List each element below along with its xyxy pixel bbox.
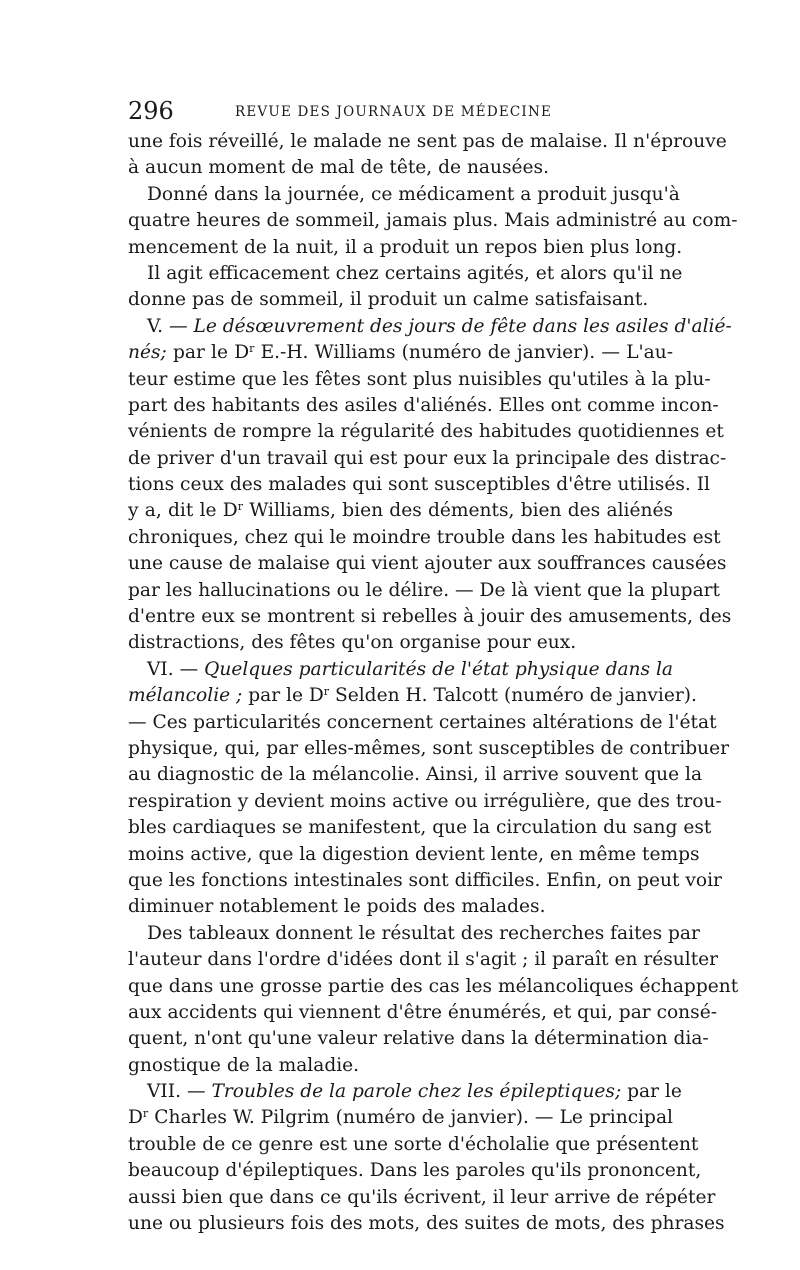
text-line: que les fonctions intestinales sont difficiles. Enfin, on peut voir bbox=[128, 869, 722, 891]
text-line: mélancolie ; par le $D^r$ Selden H. Talcott (numéro de janvier). bbox=[128, 685, 697, 707]
text-line: tions ceux des malades qui sont susceptibles d'être utilisés. Il bbox=[128, 474, 711, 496]
section-heading-line: VII. — Troubles de la parole chez les épileptiques; par le bbox=[147, 1081, 682, 1103]
article-title: nés; bbox=[128, 342, 167, 364]
text-line: gnostique de la maladie. bbox=[128, 1054, 360, 1076]
text-line: l'auteur dans l'ordre d'idées dont il s'agit ; il paraît en résulter bbox=[128, 949, 719, 971]
text-line: part des habitants des asiles d'aliénés. Elles ont comme incon- bbox=[128, 394, 719, 416]
text-line: moins active, que la digestion devient lente, en même temps bbox=[128, 843, 700, 865]
text-line: au diagnostic de la mélancolie. Ainsi, il arrive souvent que la bbox=[128, 764, 703, 786]
text-line: bles cardiaques se manifestent, que la circulation du sang est bbox=[128, 817, 712, 839]
section-heading-line: VI. — Quelques particularités de l'état physique dans la bbox=[147, 658, 674, 680]
text-line: beaucoup d'épileptiques. Dans les paroles qu'ils prononcent, bbox=[128, 1160, 702, 1182]
text-line: mencement de la nuit, il a produit un repos bien plus long. bbox=[128, 236, 683, 258]
text-line: par les hallucinations ou le délire. — De là vient que la plupart bbox=[128, 579, 721, 601]
section-heading-line: V. — Le désœuvrement des jours de fête dans les asiles d'alié- bbox=[147, 315, 732, 337]
text-line: à aucun moment de mal de tête, de nausées. bbox=[128, 157, 549, 179]
text-line: Des tableaux donnent le résultat des recherches faites par bbox=[147, 922, 700, 944]
text-line: de priver d'un travail qui est pour eux la principale des distrac- bbox=[128, 447, 727, 469]
text-line: Il agit efficacement chez certains agités, et alors qu'il ne bbox=[147, 262, 683, 284]
text-line: d'entre eux se montrent si rebelles à jouir des amusements, des bbox=[128, 606, 732, 628]
text-line: une fois réveillé, le malade ne sent pas de malaise. Il n'éprouve bbox=[128, 131, 727, 152]
article-title: mélancolie ; bbox=[128, 685, 243, 707]
article-title: Troubles de la parole chez les épileptiques; bbox=[211, 1081, 622, 1103]
text-line: y a, dit le $D^r$ Williams, bien des déments, bien des aliénés bbox=[128, 500, 673, 522]
text-line: aussi bien que dans ce qu'ils écrivent, il leur arrive de répéter bbox=[128, 1186, 716, 1208]
article-title: Le désœuvrement des jours de fête dans les asiles d'alié- bbox=[193, 315, 732, 337]
text-line: vénients de rompre la régularité des habitudes quotidiennes et bbox=[128, 421, 724, 443]
text-line: $D^r$ Charles W. Pilgrim (numéro de janvier). — Le principal bbox=[128, 1107, 673, 1129]
text-line: respiration y devient moins active ou irrégulière, que des trou- bbox=[128, 790, 722, 812]
article-title: Quelques particularités de l'état physique dans la bbox=[204, 658, 674, 680]
text-line: que dans une grosse partie des cas les mélancoliques échappent bbox=[128, 975, 739, 997]
text-line: Donné dans la journée, ce médicament a produit jusqu'à bbox=[147, 183, 680, 205]
running-title: REVUE DES JOURNAUX DE MÉDECINE bbox=[235, 104, 553, 120]
text-line: quent, n'ont qu'une valeur relative dans la détermination dia- bbox=[128, 1028, 709, 1050]
body-text bbox=[128, 129, 739, 1237]
text-line: nés; par le $D^r$ E.-H. Williams (numéro de janvier). — L'au- bbox=[128, 342, 673, 364]
text-line: distractions, des fêtes qu'on organise pour eux. bbox=[128, 632, 577, 654]
text-line: donne pas de sommeil, il produit un calme satisfaisant. bbox=[128, 289, 649, 311]
running-header bbox=[128, 96, 673, 126]
text-line: physique, qui, par elles-mêmes, sont susceptibles de contribuer bbox=[128, 737, 730, 759]
text-line: diminuer notablement le poids des malades. bbox=[128, 896, 546, 918]
text-line: teur estime que les fêtes sont plus nuisibles qu'utiles à la plu- bbox=[128, 368, 711, 390]
page-number: 296 bbox=[128, 97, 174, 125]
text-line: une cause de malaise qui vient ajouter aux souffrances causées bbox=[128, 553, 727, 575]
text-line: aux accidents qui viennent d'être énumérés, et qui, par consé- bbox=[128, 1001, 717, 1023]
text-line: chroniques, chez qui le moindre trouble dans les habitudes est bbox=[128, 526, 721, 548]
text-line: — Ces particularités concernent certaines altérations de l'état bbox=[128, 711, 717, 733]
text-line: quatre heures de sommeil, jamais plus. Mais administré au com- bbox=[128, 210, 738, 232]
text-line: trouble de ce genre est une sorte d'écholalie que présentent bbox=[128, 1133, 699, 1155]
text-line: une ou plusieurs fois des mots, des suites de mots, des phrases bbox=[128, 1213, 725, 1235]
